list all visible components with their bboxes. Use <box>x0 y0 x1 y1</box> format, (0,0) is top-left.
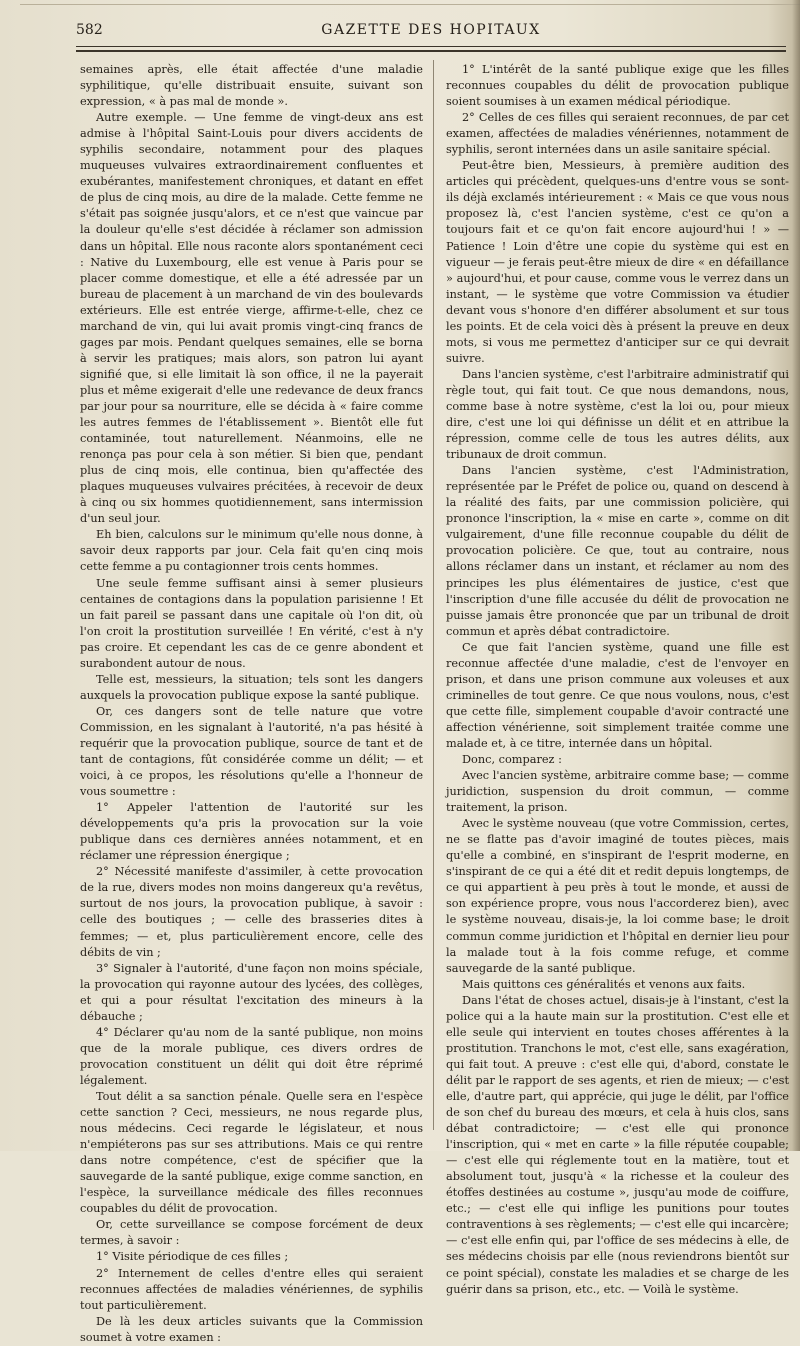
page-number: 582 <box>76 22 103 38</box>
paragraph: Donc, comparez : <box>462 753 562 767</box>
paragraph: 1° Visite périodique de ces filles ; <box>96 1250 289 1264</box>
journal-title: GAZETTE DES HOPITAUX <box>321 22 541 38</box>
paragraph: 3° Signaler à l'autorité, d'une façon non moins spéciale, la provocation qui rayonne autour des lycées, des collèges, et qui a pour résultat l'excitation des mineurs à la débauche ; <box>80 961 423 1023</box>
paragraph: Ce que fait l'ancien système, quand une fille est reconnue affectée d'une maladie, c'est de l'envoyer en prison, et dans une prison commune aux voleuses et aux criminelles de tout genre. Ce que nous voulons, nous, c'est que cette fille, simplement coupable d'avoir contracté une affection vénérienne, soit simplement traitée comme une malade et, à ce titre, internée dans un hôpital. <box>446 640 789 750</box>
paragraph: Avec l'ancien système, arbitraire comme base; — comme juridiction, suspension du droit commun, — comme traitement, la prison. <box>446 769 789 815</box>
paragraph: Dans l'état de choses actuel, disais-je à l'instant, c'est la police qui a la haute main sur la prostitution. C'est elle et elle seule qui intervient en toutes choses afférentes à la prostitution. Tranchons le mot, c'est elle, sans exagération, qui fait tout. A preuve : c'est elle qui, d'abord, constate le délit par le rapport de ses agents, et rien de mieux; — c'est elle, d'autre part, qui apprécie, qui juge le délit, par l'office de son chef du bureau des mœurs, et cela à huis clos, sans débat contradictoire; — c'est elle qui prononce l'inscription, qui « met en carte » la fille réputée coupable; — c'est elle qui réglemente tout en la matière, tout et absolument tout, jusqu'à « la richesse et la couleur des étoffes destinées au costume », jusqu'au mode de coiffure, etc.; — c'est elle qui inflige les punitions pour toutes contraventions à ses règlements; — c'est elle qui incarcère; — c'est elle enfin qui, par l'office de ses médecins à elle, de ses médecins choisis par elle (nous reviendrons bientôt sur ce point spécial), constate les maladies et se charge de les guérir dans sa prison, etc., etc. — Voilà le système. <box>446 993 789 1296</box>
paragraph: De là les deux articles suivants que la Commission soumet à votre examen : <box>80 1314 423 1344</box>
paragraph: Telle est, messieurs, la situation; tels sont les dangers auxquels la provocation publique expose la santé publique. <box>80 672 423 702</box>
paragraph: Eh bien, calculons sur le minimum qu'elle nous donne, à savoir deux rapports par jour. Cela fait qu'en cinq mois cette femme a pu contagionner trois cents hommes. <box>80 528 423 574</box>
page-header <box>76 20 786 42</box>
paragraph: Autre exemple. — Une femme de vingt-deux ans est admise à l'hôpital Saint-Louis pour divers accidents de syphilis secondaire, notamment pour des plaques muqueuses vulvaires extraordinairement confluentes et exubérantes, manifestement chroniques, et datant en effet de plus de cinq mois, au dire de la malade. Cette femme ne s'était pas soignée jusqu'alors, et ce n'est que vaincue par la douleur qu'elle s'est décidée à réclamer son admission dans un hôpital. Elle nous raconte alors spontanément ceci : Native du Luxembourg, elle est venue à Paris pour se placer comme domestique, et elle a été adressée par un bureau de placement à un marchand de vin des boulevards extérieurs. Elle est entrée vierge, affirme-t-elle, chez ce marchand de vin, qui lui avait promis vingt-cinq francs de gages par mois. Pendant quelques semaines, elle se borna à servir les pratiques; mais alors, son patron lui ayant signifié que, si elle limitait là son office, il ne la payerait plus et même exigerait d'elle une redevance de deux francs par jour pour sa nourriture, elle se décida à « faire comme les autres femmes de l'établissement ». Bientôt elle fut contaminée, tout naturellement. Néanmoins, elle ne renonça pas pour cela à son métier. Si bien que, pendant plus de cinq mois, elle continua, bien qu'affectée des plaques muqueuses vulvaires précitées, à recevoir de deux à cinq ou six hommes quotidiennement, sans intermission d'un seul jour. <box>80 111 423 526</box>
paragraph: Tout délit a sa sanction pénale. Quelle sera en l'espèce cette sanction ? Ceci, messieurs, ne nous regarde plus, nous médecins. Ceci regarde le législateur, et nous n'empiéterons pas sur ses attributions. Mais ce qui rentre dans notre compétence, c'est de spécifier que la sauvegarde de la santé publique, exige comme sanction, en l'espèce, la surveillance médicale des filles reconnues coupables du délit de provocation. <box>80 1090 423 1216</box>
paragraph: 1° L'intérêt de la santé publique exige que les filles reconnues coupables du délit de provocation publique soient soumises à un examen médical périodique. <box>446 63 789 109</box>
header-rule <box>76 46 786 47</box>
paragraph: Une seule femme suffisant ainsi à semer plusieurs centaines de contagions dans la population parisienne ! Et un fait pareil se passant dans une capitale où l'on dit, où l'on croit la prostitution surveillée ! En vérité, c'est à n'y pas croire. Et cependant les cas de ce genre abondent et surabondent autour de nous. <box>80 576 423 670</box>
paragraph: Dans l'ancien système, c'est l'arbitraire administratif qui règle tout, qui fait tout. Ce que nous demandons, nous, comme base à notre système, c'est la loi ou, pour mieux dire, c'est une loi qui définisse un délit et en attribue la répression, comme celle de tous les autres délits, aux tribunaux de droit commun. <box>446 367 789 462</box>
paragraph: Or, ces dangers sont de telle nature que votre Commission, en les signalant à l'autorité, n'a pas hésité à requérir que la provocation publique, source de tant et de tant de contagions, fût considérée comme un délit; — et voici, à ce propos, les résolutions qu'elle a l'honneur de vous soumettre : <box>80 704 423 799</box>
paragraph: Or, cette surveillance se compose forcément de deux termes, à savoir : <box>80 1218 423 1248</box>
top-border-line <box>20 4 800 5</box>
paragraph: Dans l'ancien système, c'est l'Administration, représentée par le Préfet de police ou, quand on descend à la réalité des faits, par une commission policière, qui prononce l'inscription, la « mise en carte », comme on dit vulgairement, d'une fille reconnue coupable du délit de provocation policière. Ce que, tout au contraire, nous allons réclamer dans un instant, et réclamer au nom des principes les plus élémentaires de justice, c'est que l'inscription d'une fille accusée du délit de provocation ne puisse jamais être prononcée que par un tribunal de droit commun et après débat contradictoire. <box>446 464 789 638</box>
column-divider <box>433 60 434 1130</box>
paragraph: 1° Appeler l'attention de l'autorité sur les développements qu'a pris la provocation sur la voie publique dans ces dernières années notamment, et en réclamer une répression énergique ; <box>80 801 423 863</box>
paragraph: semaines après, elle était affectée d'une maladie syphilitique, qu'elle distribuait ensuite, suivant son expression, « à pas mal de monde ». <box>80 63 423 109</box>
paragraph: 2° Celles de ces filles qui seraient reconnues, de par cet examen, affectées de maladies vénériennes, notamment de syphilis, seront internées dans un asile sanitaire spécial. <box>446 111 789 157</box>
paragraph: Avec le système nouveau (que votre Commission, certes, ne se flatte pas d'avoir imaginé de toutes pièces, mais qu'elle a combiné, en s'inspirant de l'esprit moderne, en s'inspirant de ce qui a été dit et redit depuis longtemps, de ce qui appartient à peu près à tout le monde, et aussi de son expérience propre, vous nous l'accorderez bien), avec le système nouveau, disais-je, la loi comme base; le droit commun comme juridiction et l'hôpital en dernier lieu pour la malade tout à la fois comme refuge, et comme sauvegarde de la santé publique. <box>446 817 789 975</box>
paragraph: 2° Internement de celles d'entre elles qui seraient reconnues affectées de maladies vénériennes, de syphilis tout particulièrement. <box>80 1266 423 1312</box>
paragraph: 4° Déclarer qu'au nom de la santé publique, non moins que de la morale publique, ces divers ordres de provocation constituent un délit qui doit être réprimé légalement. <box>80 1025 423 1087</box>
left-column <box>80 62 423 1344</box>
page-edge-shadow <box>792 0 800 1151</box>
paragraph: Peut-être bien, Messieurs, à première audition des articles qui précèdent, quelques-uns d'entre vous se sont-ils déjà exclamés intérieurement : « Mais ce que vous nous proposez là, c'est l'ancien système, c'est ce qu'on a toujours fait et ce qu'on fait encore aujourd'hui ! » — Patience ! Loin d'être une copie du système qui est en vigueur — je ferais peut-être mieux de dire « en défaillance » aujourd'hui, et pour cause, comme vous le verrez dans un instant, — le système que votre Commission va étudier devant vous s'honore d'en différer absolument et sur tous les points. Et de cela voici dès à présent la preuve en deux mots, si vous me permettez d'anticiper sur ce qui devrait suivre. <box>446 159 789 365</box>
header-rule-thick <box>76 50 786 52</box>
right-column <box>446 62 789 1296</box>
paragraph: 2° Nécessité manifeste d'assimiler, à cette provocation de la rue, divers modes non moins dangereux qu'a revêtus, surtout de nos jours, la provocation publique, à savoir : celle des boutiques ; — celle des brasseries dites à femmes; — et, plus particulièrement encore, celle des débits de vin ; <box>80 865 423 959</box>
paragraph: Mais quittons ces généralités et venons aux faits. <box>462 977 746 991</box>
